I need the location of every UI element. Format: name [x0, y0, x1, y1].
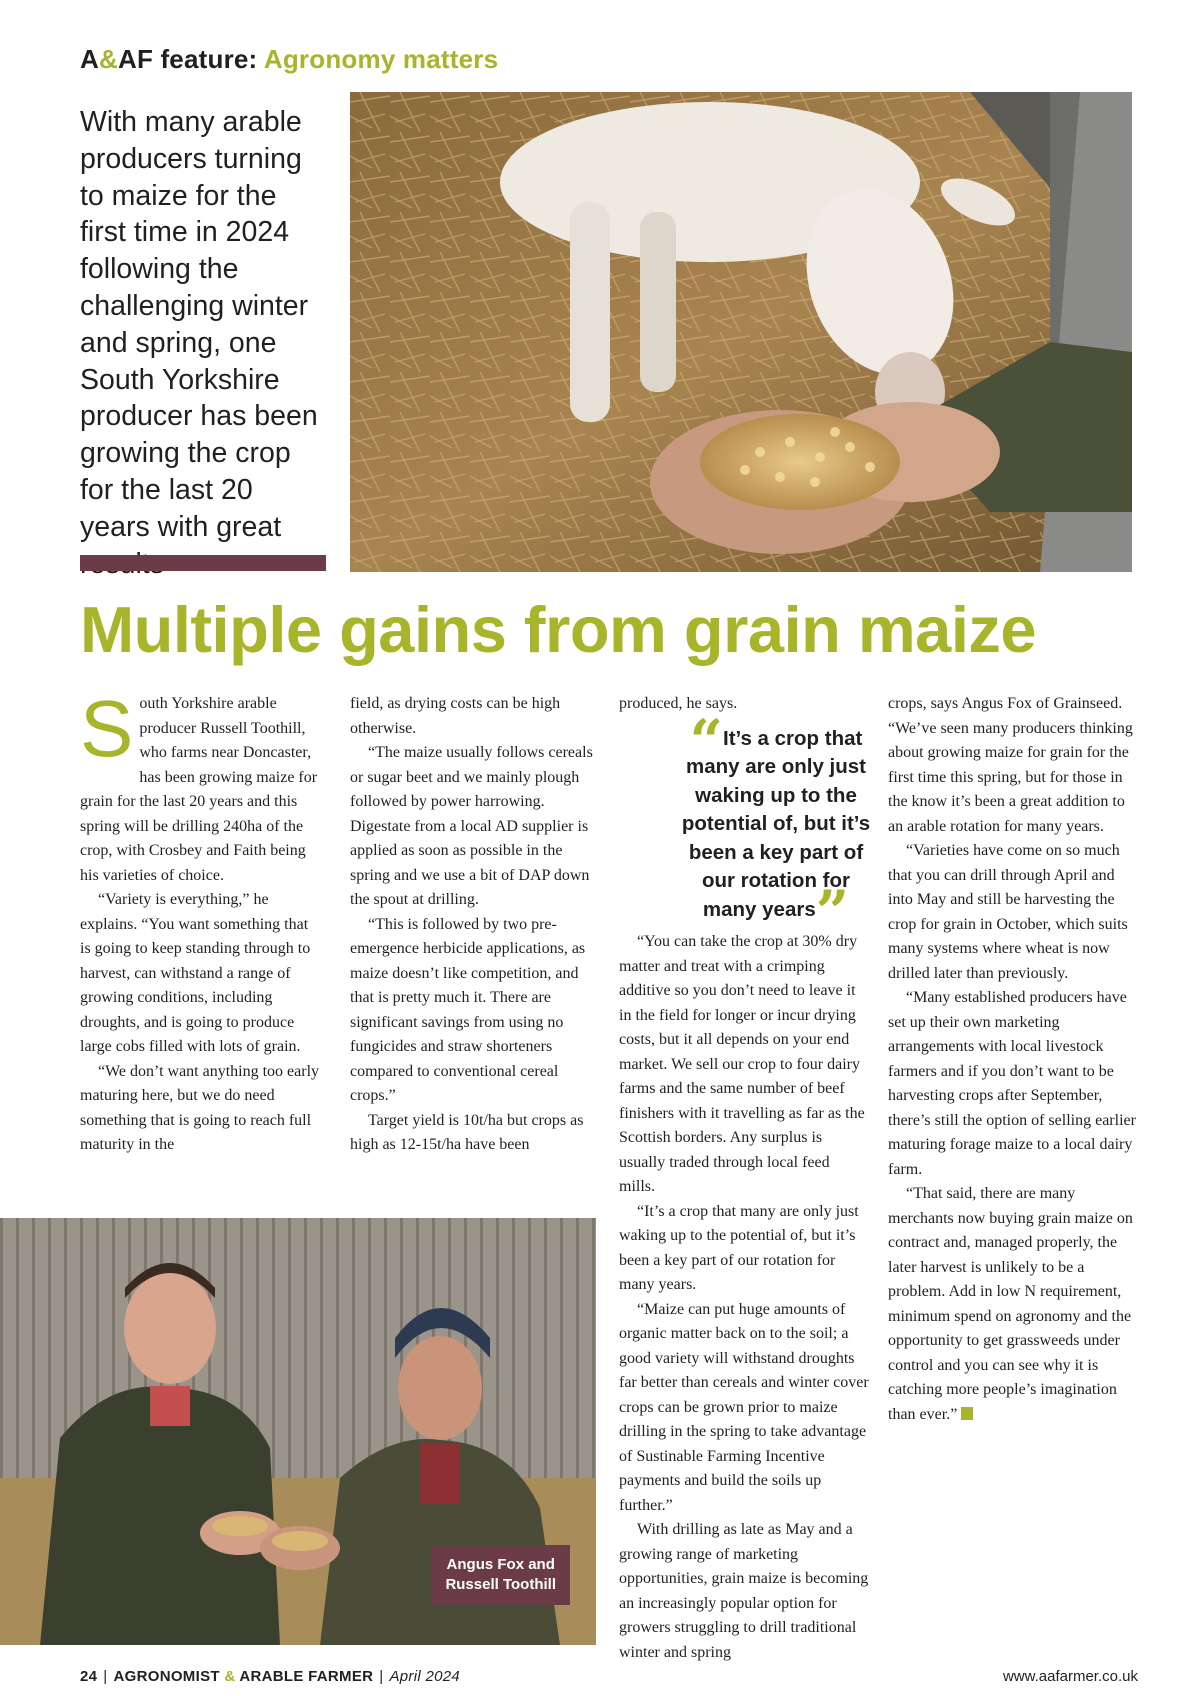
section-header [80, 44, 498, 75]
publication-ampersand: & [224, 1668, 236, 1685]
calf-feeding-illustration [350, 92, 1132, 572]
header-topic: Agronomy matters [263, 44, 499, 74]
article-column-1 [80, 684, 320, 1158]
article-column-4 [888, 692, 1138, 1427]
article-paragraph: With drilling as late as May and a growing range of marketing opportunities, grain maize is becoming an increasingly popular option for growers struggling to drill traditional winter and spring [619, 1521, 869, 1661]
page-number: 24 [80, 1668, 98, 1685]
footer-separator: | [103, 1668, 108, 1685]
article-paragraph: “Maize can put huge amounts of organic matter back on to the soil; a good variety will withstand droughts far better than cereals and winter cover crops can be grown prior to maize drilling in the spring to take advantage of Sustinable Farming Incentive payments and build the soils up further.” [619, 1300, 869, 1514]
website-link[interactable]: www.aafarmer.co.uk [1002, 1668, 1138, 1685]
article-headline: Multiple gains from grain maize [80, 593, 1037, 666]
article-paragraph: “Variety is everything,” he explains. “You want something that is going to keep standing through to harvest, can withstand a range of growing conditions, including droughts, and is going to produce large cobs filled with lots of grain. [80, 891, 311, 1055]
article-paragraph: “Many established producers have set up their own marketing arrangements with local livestock farmers and if you don’t want to be harvesting crops after September, there’s still the option of selling earlier maturing forage maize to a local dairy farm. [888, 989, 1136, 1178]
publication-name-a: AGRONOMIST [113, 1668, 220, 1685]
caption-line: Angus Fox and [446, 1556, 555, 1573]
article-column-2 [350, 692, 600, 1158]
article-paragraph: “You can take the crop at 30% dry matter and treat with a crimping additive so you don’t need to leave it in the field for longer or incur drying costs, but it all depends on your end market. We sell our crop to four dairy farms and the same number of beef finishers with it travelling as far as the Scottish borders. Any surplus is usually traded through local feed mills. [619, 933, 865, 1195]
header-ampersand: & [98, 44, 118, 74]
article-paragraph: “The maize usually follows cereals or sugar beet and we mainly plough followed by power harrowing. Digestate from a local AD supplier is applied as soon as possible in the spring and we use a bit of DAP down the spout at drilling. [350, 744, 593, 908]
close-quote-mark: ” [815, 877, 850, 946]
publication-name-b: ARABLE FARMER [239, 1668, 374, 1685]
footer-publication [80, 1668, 460, 1685]
paragraph-text: outh Yorkshire arable producer Russell Toothill, who farms near Doncaster, has been growing maize for grain for the last 20 years and this spring will be drilling 240ha of the crop, with Crosbey and Faith being his varieties of choice. [80, 695, 318, 884]
photo-caption [431, 1545, 570, 1605]
calf-feeding-photo [350, 92, 1132, 572]
footer-separator: | [379, 1668, 384, 1685]
article-paragraph: produced, he says. [619, 695, 738, 712]
pull-quote-text: It’s a crop that many are only just waking up to the potential of, but it’s been a key part of our rotation for many years [681, 726, 871, 921]
article-paragraph [888, 1182, 1138, 1427]
header-prefix-b: AF feature: [117, 44, 258, 74]
article-paragraph: “It’s a crop that many are only just waking up to the potential of, but it’s been a key part of our rotation for many years. [619, 1202, 859, 1293]
end-mark-icon [961, 1407, 973, 1420]
article-paragraph: “This is followed by two pre-emergence herbicide applications, as maize doesn’t like competition, and that is pretty much it. There are significant savings from using no fungicides and straw shorteners compared to conventional cereal crops.” [350, 915, 586, 1104]
article-paragraph [80, 684, 320, 888]
two-farmers-photo [0, 1218, 596, 1645]
article-paragraph: Target yield is 10t/ha but crops as high as 12-15t/ha have been [350, 1111, 584, 1153]
article-paragraph: crops, says Angus Fox of Grainseed. “We’ve seen many producers thinking about growing maize for grain for the first time this spring, but for those in the know it’s been a great addition to an arable rotation for many years. [888, 695, 1133, 835]
open-quote-mark: “ [689, 706, 723, 775]
issue-date: April 2024 [389, 1668, 461, 1685]
caption-line: Russell Toothill [445, 1576, 556, 1593]
article-paragraph: “Varieties have come on so much that you can drill through April and into May and still be harvesting the crop for grain in October, which suits many systems where wheat is now drilled later than previously. [888, 842, 1128, 982]
article-paragraph: field, as drying costs can be high otherwise. [350, 695, 561, 737]
intro-divider-bar [80, 555, 326, 571]
header-prefix-a: A [80, 44, 99, 74]
drop-cap: S [80, 684, 134, 773]
article-paragraph: “We don’t want anything too early maturing here, but we do need something that is going to reach full maturity in the [80, 1062, 320, 1153]
article-column-3 [619, 692, 869, 1665]
pull-quote [677, 706, 875, 946]
paragraph-text: “That said, there are many merchants now buying grain maize on contract and, managed properly, the later harvest is unlikely to be a problem. Add in low N requirement, minimum spend on agronomy and the opportunity to get grassweeds under control and you can see why it is catching more people’s imagination than ever.” [888, 1185, 1133, 1423]
intro-standfirst: With many arable producers turning to maize for the first time in 2024 following the challenging winter and spring, one South Yorkshire producer has been growing the crop for the last 20 years with great [80, 106, 318, 543]
